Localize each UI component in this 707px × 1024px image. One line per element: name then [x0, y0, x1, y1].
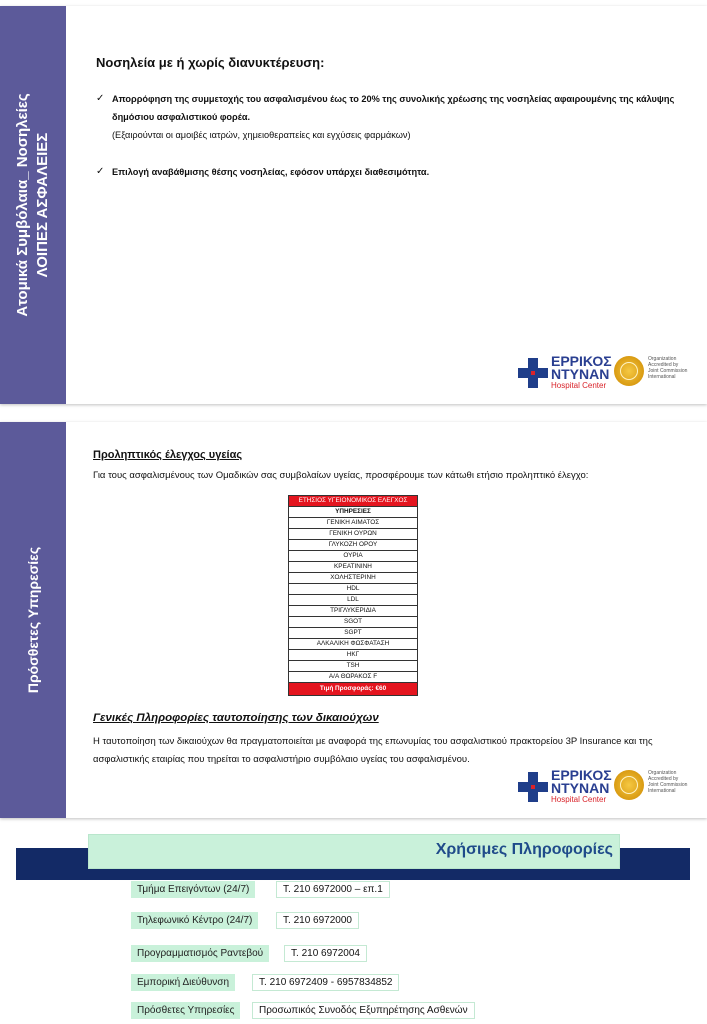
logo-line1: ΕΡΡΙΚΟΣ	[551, 767, 612, 783]
hospital-logo	[518, 767, 688, 808]
contact-label: Πρόσθετες Υπηρεσίες	[131, 1002, 240, 1019]
sidebar-title-line1: Ατομικά Συμβόλαια_ Νοσηλείες	[14, 93, 31, 317]
info-title: Χρήσιμες Πληροφορίες	[435, 841, 613, 858]
check-icon: ✓	[96, 93, 105, 104]
identification-line: ασφαλιστικής εταιρίας που τηρείται το ασφαλιστήριο συμβόλαιο υγείας του ασφαλισμένου.	[93, 754, 470, 765]
slide-hospitalization	[0, 6, 707, 404]
bullet-text: Επιλογή αναβάθμισης θέσης νοσηλείας, εφόσον υπάρχει διαθεσιμότητα.	[112, 167, 430, 177]
sidebar-title-line2: ΛΟΙΠΕΣ ΑΣΦΑΛΕΙΕΣ	[34, 132, 51, 278]
identification-heading: Γενικές Πληροφορίες ταυτοποίησης των δικαιούχων	[93, 712, 379, 724]
identification-text	[93, 733, 683, 769]
table-row: ΑΛΚΑΛΙΚΗ ΦΩΣΦΑΤΑΣΗ	[289, 639, 418, 650]
preventive-check-text: Για τους ασφαλισμένους των Ομαδικών σας συμβολαίων υγείας, προσφέρουμε των κάτωθι ετήσιο προληπτικό έλεγχο:	[93, 470, 589, 481]
table-title: ΕΤΗΣΙΟΣ ΥΓΕΙΟΝΟΜΙΚΟΣ ΕΛΕΓΧΟΣ	[289, 496, 418, 507]
accreditation-text: Organization Accredited by Joint Commission International	[648, 770, 688, 794]
table-row: SGPT	[289, 628, 418, 639]
contact-label: Προγραμματισμός Ραντεβού	[131, 945, 269, 962]
table-row: LDL	[289, 595, 418, 606]
table-price: Τιμή Προσφοράς: €60	[289, 683, 418, 696]
annual-check-table	[288, 495, 418, 696]
table-row: HDL	[289, 584, 418, 595]
table-row: ΓΕΝΙΚΗ ΑΙΜΑΤΟΣ	[289, 518, 418, 529]
contact-value: Τ. 210 6972000 – επ.1	[276, 881, 390, 898]
cross-icon	[518, 358, 548, 388]
preventive-check-heading: Προληπτικός έλεγχος υγείας	[93, 449, 243, 461]
table-row: ΟΥΡΙΑ	[289, 551, 418, 562]
table-row: ΗΚΓ	[289, 650, 418, 661]
contact-value: Τ. 210 6972409 - 6957834852	[252, 974, 399, 991]
logo-line2: ΝΤΥΝΑΝ	[551, 366, 610, 382]
exclusion-note: (Εξαιρούνται οι αμοιβές ιατρών, χημειοθεραπείες και εγχύσεις φαρμάκων)	[112, 130, 411, 140]
table-row: SGOT	[289, 617, 418, 628]
sidebar-panel	[0, 6, 66, 404]
identification-line: Η ταυτοποίηση των δικαιούχων θα πραγματοποιείται με αναφορά της επωνυμίας του ασφαλιστικού πρακτορείου 3P Insurance και της	[93, 736, 653, 747]
jci-seal-icon	[614, 356, 644, 386]
logo-line1: ΕΡΡΙΚΟΣ	[551, 353, 612, 369]
sidebar-title: Πρόσθετες Υπηρεσίες	[25, 546, 41, 694]
logo-subtitle: Hospital Center	[551, 381, 607, 390]
bullet-text: Απορρόφηση της συμμετοχής του ασφαλισμένου έως το 20% της συνολικής χρέωσης της νοσηλείας αφαιρουμένης της κάλυψης	[112, 94, 675, 104]
table-row: Α/Α ΘΩΡΑΚΟΣ F	[289, 672, 418, 683]
table-subtitle: ΥΠΗΡΕΣΙΕΣ	[289, 507, 418, 518]
check-icon: ✓	[96, 166, 105, 177]
contact-value: Τ. 210 6972004	[284, 945, 367, 962]
contact-value: Τ. 210 6972000	[276, 912, 359, 929]
cross-icon	[518, 772, 548, 802]
info-title-box	[88, 834, 620, 869]
table-row: ΓΛΥΚΟΖΗ ΟΡΟΥ	[289, 540, 418, 551]
table-row: ΤΡΙΓΛΥΚΕΡΙΔΙΑ	[289, 606, 418, 617]
bullet-text: δημόσιου ασφαλιστικού φορέα.	[112, 112, 251, 122]
jci-seal-icon	[614, 770, 644, 800]
hospitalization-heading: Νοσηλεία με ή χωρίς διανυκτέρευση:	[96, 55, 325, 70]
contact-label: Τηλεφωνικό Κέντρο (24/7)	[131, 912, 258, 929]
table-row: TSH	[289, 661, 418, 672]
contact-value: Προσωπικός Συνοδός Εξυπηρέτησης Ασθενών	[252, 1002, 475, 1019]
logo-subtitle: Hospital Center	[551, 795, 607, 804]
sidebar-panel	[0, 422, 66, 818]
table-row: ΧΟΛΗΣΤΕΡΙΝΗ	[289, 573, 418, 584]
table-row: ΓΕΝΙΚΗ ΟΥΡΩΝ	[289, 529, 418, 540]
hospital-logo	[518, 353, 688, 394]
contact-label: Εμπορική Διεύθυνση	[131, 974, 235, 991]
table-row: ΚΡΕΑΤΙΝΙΝΗ	[289, 562, 418, 573]
logo-line2: ΝΤΥΝΑΝ	[551, 780, 610, 796]
accreditation-text: Organization Accredited by Joint Commission International	[648, 356, 688, 380]
contact-label: Τμήμα Επειγόντων (24/7)	[131, 881, 255, 898]
sidebar-title	[13, 93, 53, 316]
